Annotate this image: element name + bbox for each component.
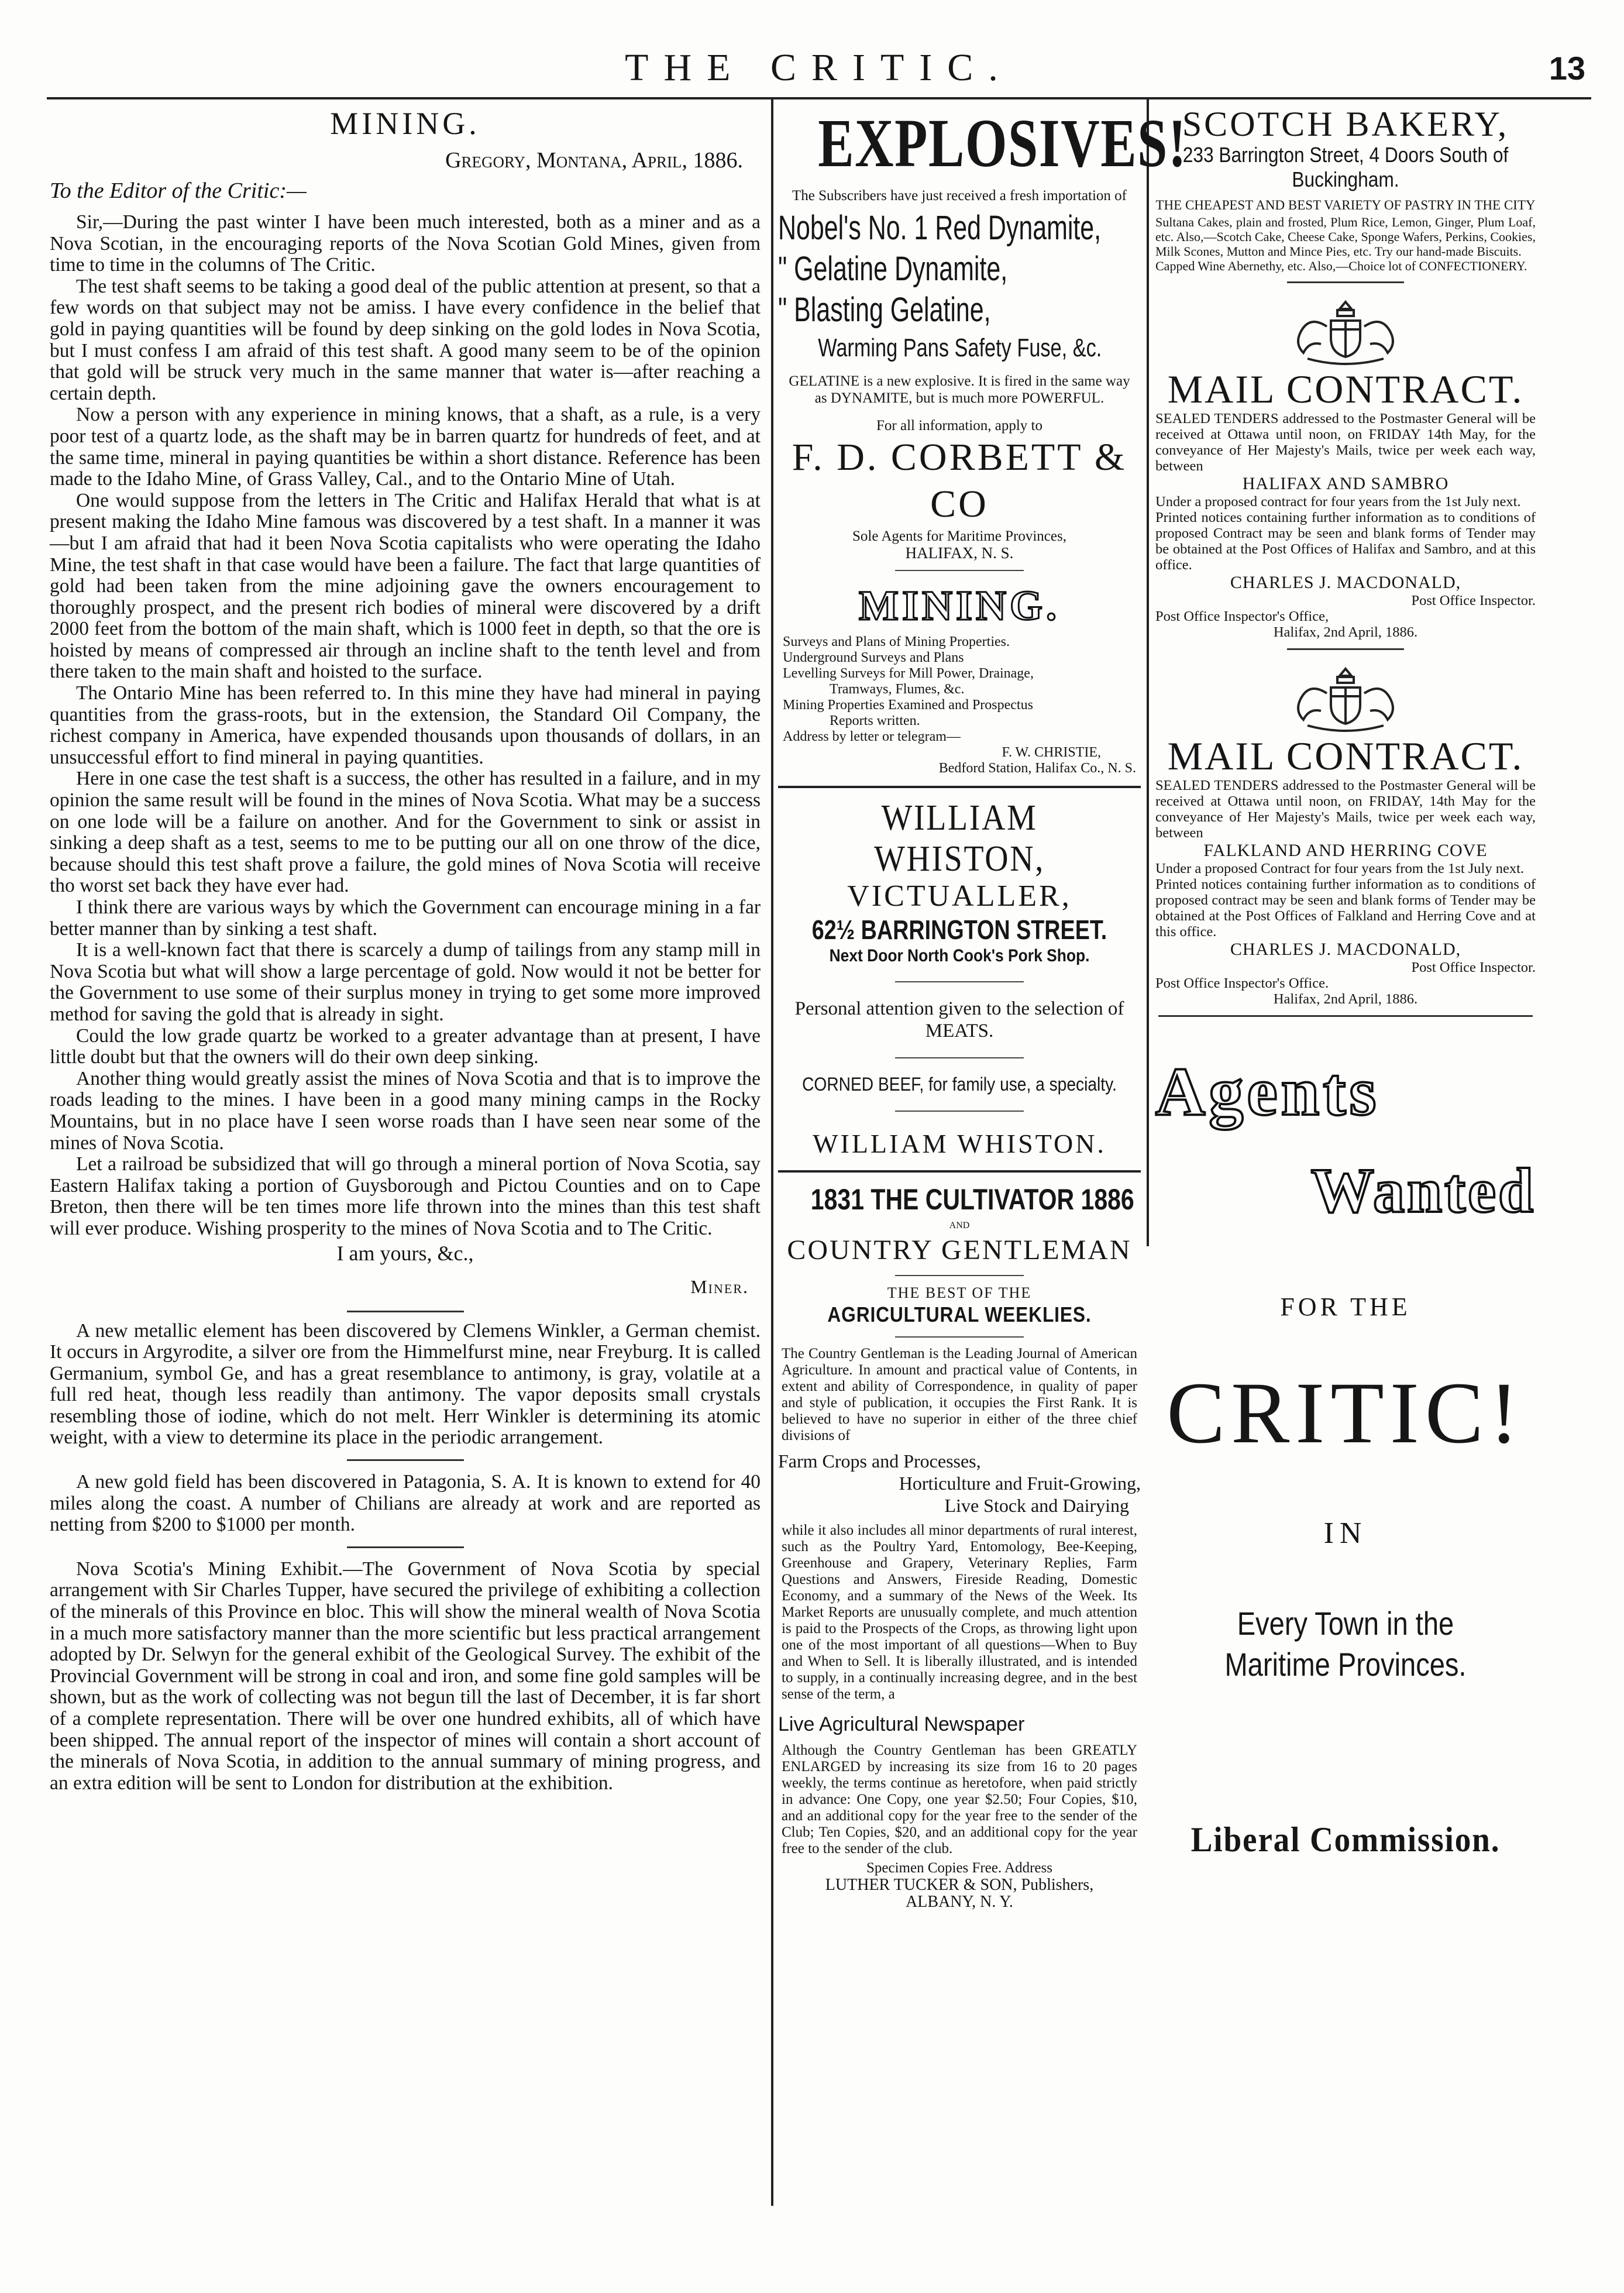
service-line: Address by letter or telegram—: [783, 729, 961, 744]
separator-rule: [895, 1057, 1024, 1058]
cultivator-best: THE BEST OF THE: [887, 1284, 1032, 1301]
cultivator-publisher: LUTHER TUCKER & SON, Publishers,: [825, 1876, 1094, 1894]
article-closing: I am yours, &c.,: [336, 1241, 474, 1265]
mining-article: [50, 105, 761, 1794]
service-line: Reports written.: [830, 713, 920, 728]
mail-contract-falkland: [1155, 658, 1536, 1007]
every-town-line: Every Town in the Maritime Provinces.: [1224, 1605, 1467, 1683]
bakery-ad: [1155, 105, 1536, 273]
article-dateline: Gregory, Montana, April, 1886.: [445, 148, 743, 173]
separator-rule: [895, 981, 1024, 982]
explosives-extras: Warming Pans Safety Fuse, &c.: [818, 334, 1102, 362]
info-line: For all information, apply to: [876, 418, 1042, 434]
cultivator-specimen: Specimen Copies Free. Address: [866, 1860, 1052, 1876]
separator-rule: [895, 1275, 1024, 1276]
note-patagonia: A new gold field has been discovered in Patagonia, S. A. It is known to extend for 40 miles along the coast. A number of Chilians are already at work and are reported as netting from $200 to $1000 per month.: [50, 1471, 761, 1536]
separator-rule: [895, 570, 1024, 571]
service-line: Underground Surveys and Plans: [783, 650, 964, 665]
mail-contract-office: Post Office Inspector's Office,: [1155, 609, 1329, 624]
cultivator-live-newspaper: Live Agricultural Newspaper: [778, 1713, 1025, 1735]
for-the-line: FOR THE: [1280, 1292, 1411, 1321]
column-divider-right: [1147, 99, 1149, 1246]
separator-rule: [1287, 281, 1404, 283]
service-line: Surveys and Plans of Mining Properties.: [783, 634, 1010, 649]
liberal-commission: Liberal Commission.: [1191, 1820, 1501, 1859]
explosives-intro: The Subscribers have just received a fresh importation of: [792, 188, 1127, 204]
mail-contract-route: HALIFAX AND SAMBRO: [1242, 474, 1449, 493]
surveyor-name: F. W. CHRISTIE,: [1002, 745, 1101, 760]
mail-contract-date: Halifax, 2nd April, 1886.: [1273, 624, 1418, 640]
article-paragraph: Another thing would greatly assist the mines of Nova Scotia and that is to improve the roads leading to the mines. I have been in a good many mining camps in the Rocky Mountains, but in no place have I seen worse roads than I have seen near some of the mines of Nova Scotia.: [50, 1067, 761, 1154]
separator-rule: [347, 1546, 464, 1548]
mail-contract-terms: Under a proposed contract for four years from the 1st July next.: [1155, 494, 1521, 510]
mail-contract-signer-title: Post Office Inspector.: [1411, 960, 1536, 975]
article-signature: Miner.: [690, 1276, 749, 1297]
explosives-heading: EXPLOSIVES!: [818, 105, 1188, 181]
cultivator-while: while it also includes all minor departments of rural interest, such as the Poultry Yard, Entomology, Bee-Keeping, Greenhouse and Grapery, Veterinary Replies, Farm Questions and Answers, Fireside Reading, Domestic Economy, and a summary of the News of the Week. Its Market Reports are unusually complete, and much attention is paid to the Prospects of the Crops, as throwing light upon one of the most important of all questions—When to Buy and When to Sell. It is liberally illustrated, and is intended to supply, in a continually increasing degree, and in the best sense of the term, a: [782, 1522, 1137, 1702]
mail-contract-sambro: [1155, 291, 1536, 640]
victualler-sign: WILLIAM WHISTON.: [813, 1129, 1106, 1158]
article-paragraph: Let a railroad be subsidized that will go through a mineral portion of Nova Scotia, say Eastern Halifax taking a portion of Guysborough and Pictou Counties and on to Cape Breton, then there will be ten times more life thrown into the mines than this test shaft will ever produce. Wishing prosperity to the mines of Nova Scotia and to The Critic.: [50, 1153, 761, 1239]
agents-heading: Agents: [1155, 1053, 1380, 1130]
cultivator-country-gentleman: COUNTRY GENTLEMAN: [787, 1235, 1132, 1266]
cultivator-ad: [778, 1182, 1141, 1910]
column-divider-left: [771, 99, 773, 2206]
separator-rule: [1158, 1015, 1533, 1017]
separator-rule: [895, 1111, 1024, 1112]
whiston-ad: [778, 797, 1141, 1161]
bakery-name: SCOTCH BAKERY,: [1182, 105, 1509, 143]
mail-contract-printed: Printed notices containing further information as to conditions of proposed contract may be seen and blank forms of Tender may be obtained at the Post Offices of Falkland and Herring Cove and at this office.: [1155, 876, 1536, 940]
mail-contract-office: Post Office Inspector's Office.: [1155, 975, 1329, 991]
mail-contract-signer: CHARLES J. MACDONALD,: [1230, 940, 1461, 959]
product-blasting-gelatine: " Blasting Gelatine,: [778, 291, 991, 329]
article-paragraph: One would suppose from the letters in The Critic and Halifax Herald that what is at present making the Idaho Mine famous was discovered by a test shaft. In a manner it was—but I am afraid that had it been Nova Scotia capitalists who were operating the Idaho Mine, the test shaft in that case would have been a failure. The fact that large quantities of gold had been taken from the mine adjoining gave the owners encouragement to thoroughly prospect, and the present rich bodies of mineral were discovered by a drift 2000 feet from the bottom of the main shaft, which is 1000 feet in depth, so that the ore is hoisted by means of compressed air through an incline shaft to the tenth level and from there taken to the main shaft and hoisted to the surface.: [50, 489, 761, 683]
mail-contract-printed: Printed notices containing further information as to conditions of proposed Contract may be seen and blank forms of Tender may be obtained at the Post Offices of Halifax and Sambro, and at this office.: [1155, 510, 1536, 573]
cultivator-division: Farm Crops and Processes,: [778, 1450, 981, 1472]
bakery-tagline: THE CHEAPEST AND BEST VARIETY OF PASTRY IN THE CITY: [1155, 198, 1536, 212]
mail-contract-signer-title: Post Office Inspector.: [1411, 593, 1536, 609]
article-paragraph: It is a well-known fact that there is scarcely a dump of tailings from any stamp mill in Nova Scotia but what will show a large percentage of gold. Now would it not be better for the Government to use some of their surplus money in trying to get some more improved method for saving the gold that is already in sight.: [50, 939, 761, 1025]
surveyor-address: Bedford Station, Halifax Co., N. S.: [938, 761, 1136, 776]
article-paragraph: The test shaft seems to be taking a good deal of the public attention at present, so that a few words on that subject may not be amiss. I have every confidence in the belief that gold in paying quantities will be found by deep sinking on the gold lodes in Nova Scotia, but I must confess I am afraid of this test shaft. A good many seem to be of the opinion that gold will be struck very much in the same manner that water is—after reaching a certain depth.: [50, 275, 761, 404]
article-paragraph: Now a person with any experience in mining knows, that a shaft, as a rule, is a very poor test of a quartz lode, as the shaft may be in barren quartz for hundreds of feet, and at the same time, mineral in paying quantities be within a short distance. Reference has been made to the Idaho Mine, of Grass Valley, Cal., and to the Ontario Mine of Utah.: [50, 404, 761, 490]
firm-city: HALIFAX, N. S.: [905, 544, 1014, 562]
victualler-next-door: Next Door North Cook's Pork Shop.: [829, 946, 1090, 965]
cultivator-division: Live Stock and Dairying: [944, 1495, 1129, 1516]
separator-rule: [1287, 648, 1404, 650]
separator-rule: [895, 1336, 1024, 1338]
note-mining-exhibit: Nova Scotia's Mining Exhibit.—The Government of Nova Scotia by special arrangement with Sir Charles Tupper, have secured the privilege of exhibiting a collection of the minerals of this Province en bloc. This will show the mineral wealth of Nova Scotia in a much more satisfactory manner than the more scientific but less practical arrangement adopted by Dr. Selwyn for the general exhibit of the Geological Survey. The exhibit of the Provincial Government will be strong in coal and iron, and some fine gold samples will be shown, but as the work of collecting was not begun till the last of December, it is far short of a complete representation. There will be over one hundred exhibits, all of which have been shipped. The annual report of the inspector of mines will contain a short account of the minerals of Nova Scotia, in addition to the annual summary of mining progress, and an extra edition will be sent to London for distribution at the exhibition.: [50, 1558, 761, 1794]
agents-wanted-ad: [1155, 1052, 1536, 1860]
mail-contract-route: FALKLAND AND HERRING COVE: [1203, 841, 1488, 860]
article-salutation: To the Editor of the Critic:—: [50, 178, 307, 203]
explosives-ad: [778, 105, 1188, 562]
mining-surveys-ad: [778, 579, 1141, 776]
royal-arms-icon: [1281, 658, 1410, 734]
separator-rule: [778, 1170, 1141, 1173]
separator-rule: [347, 1459, 464, 1461]
right-advertisements: [1155, 105, 1536, 1860]
mail-contract-body: SEALED TENDERS addressed to the Postmaster General will be received at Ottawa until noon, on FRIDAY, 14th May for the conveyance of Her Majesty's Mails, twice per week each way, between: [1155, 778, 1536, 841]
page-header: [47, 35, 1591, 99]
product-red-dynamite: Nobel's No. 1 Red Dynamite,: [778, 209, 1102, 247]
wanted-heading: Wanted: [1310, 1156, 1536, 1226]
critic-heading: CRITIC!: [1167, 1364, 1525, 1462]
mail-contract-signer: CHARLES J. MACDONALD,: [1230, 573, 1461, 592]
cultivator-division: Horticulture and Fruit-Growing,: [899, 1473, 1141, 1494]
cultivator-publisher-city: ALBANY, N. Y.: [906, 1893, 1013, 1911]
gelatine-note: GELATINE is a new explosive. It is fired in the same way as DYNAMITE, but is much more POWERFUL.: [789, 373, 1130, 406]
cultivator-and: AND: [949, 1221, 970, 1230]
mail-contract-heading: MAIL CONTRACT.: [1167, 734, 1524, 778]
note-germanium: A new metallic element has been discovered by Clemens Winkler, a German chemist. It occurs in Argyrodite, a silver ore from the Himmelfurst mine, near Freyburg. It is called Germanium, symbol Ge, and has a great resemblance to antimony, is gray, volatile at a full red heat, though less readily than antimony. The vapor deposits small crystals resembling those of iodine, which do not melt. Herr Winkler is determining its atomic weight, with a view to determine its place in the periodic arrangement.: [50, 1319, 761, 1449]
victualler-name: WILLIAM WHISTON,: [874, 798, 1045, 879]
separator-rule: [778, 786, 1141, 788]
mail-contract-heading: MAIL CONTRACT.: [1167, 367, 1524, 411]
bakery-address: 233 Barrington Street, 4 Doors South of Buckingham.: [1182, 143, 1509, 191]
mail-contract-date: Halifax, 2nd April, 1886.: [1273, 991, 1418, 1007]
article-heading: MINING.: [330, 106, 480, 141]
article-paragraph: I think there are various ways by which the Government can encourage mining in a far better manner than by sinking a test shaft.: [50, 896, 761, 940]
mail-contract-body: SEALED TENDERS addressed to the Postmaster General will be received at Ottawa until noon, on FRIDAY 14th May, for the conveyance of Her Majesty's Mails, twice per week each way, between: [1155, 411, 1536, 474]
article-paragraph: Could the low grade quartz be worked to a greater advantage than at present, I have little doubt but that the owners will do their own deep sinking.: [50, 1025, 761, 1068]
mining-ad-services: [783, 634, 1136, 776]
article-paragraph: Here in one case the test shaft is a success, the other has resulted in a failure, and in my opinion the same result will be found in the mines of Nova Scotia. What may be a success on one lode will be a failure on another. And for the Government to sink or assist in sinking a deep shaft as a test, seems to me to be putting our all on one throw of the dice, because should this test shaft prove a failure, the gold mines of Nova Scotia will receive tho worst set back they have ever had.: [50, 768, 761, 897]
product-gelatine-dynamite: " Gelatine Dynamite,: [778, 250, 1008, 288]
article-paragraph: Sir,—During the past winter I have been much interested, both as a miner and as a Nova Scotian, in the encouraging reports of the Nova Scotian Gold Mines, given from time to time in the columns of The Critic.: [50, 211, 761, 276]
in-line: IN: [1323, 1517, 1368, 1550]
royal-arms-icon: [1281, 291, 1410, 367]
newspaper-title: THE CRITIC.: [625, 46, 1013, 89]
mail-contract-terms: Under a proposed Contract for four years from the 1st July next.: [1155, 861, 1525, 876]
separator-rule: [347, 1311, 464, 1312]
victualler-attention: Personal attention given to the selection of MEATS.: [794, 998, 1124, 1041]
service-line: Mining Properties Examined and Prospectus: [783, 697, 1033, 713]
cultivator-terms: Although the Country Gentleman has been GREATLY ENLARGED by increasing its size from 16 to 20 pages weekly, the terms continue as heretofore, when paid strictly in advance: One Copy, one year $2.50; Four Copies, $10, and an additional copy for the year free to the sender of the Club; Ten Copies, $20, and an additional copy for the year free to the sender of the club.: [782, 1742, 1137, 1857]
service-line: Tramways, Flumes, &c.: [830, 682, 965, 697]
cultivator-weeklies: AGRICULTURAL WEEKLIES.: [827, 1302, 1092, 1326]
middle-advertisements: [778, 105, 1188, 1911]
cultivator-description: The Country Gentleman is the Leading Journal of American Agriculture. In amount and practical value of Contents, in extent and ability of Correspondence, in quality of paper and style of publication, it occupies the First Rank. It is believed to have no superior in either of the three chief divisions of: [782, 1346, 1137, 1443]
cultivator-title: 1831 THE CULTIVATOR 1886: [810, 1183, 1134, 1216]
mining-ad-heading: MINING.: [859, 582, 1060, 629]
corned-beef: CORNED BEEF, for family use, a specialty.: [802, 1074, 1117, 1095]
header-rule: [47, 97, 1591, 99]
page-number: 13: [1549, 50, 1585, 87]
bakery-items: Sultana Cakes, plain and frosted, Plum Rice, Lemon, Ginger, Plum Loaf, etc. Also,—Scotch Cake, Cheese Cake, Sponge Wafers, Perkins, Cookies, Milk Scones, Mutton and Mince Pies, etc. Try our hand-made Biscuits.: [1155, 215, 1536, 259]
article-paragraph: The Ontario Mine has been referred to. In this mine they have had mineral in paying quantities from the grass-roots, but in the extension, the Standard Oil Company, the richest company in America, have expended thousands upon thousands of dollars, in an unsuccessful effort to find mineral in paying quantities.: [50, 682, 761, 768]
firm-name: F. D. CORBETT & CO: [792, 436, 1127, 525]
firm-agents: Sole Agents for Maritime Provinces,: [852, 528, 1066, 544]
victualler-trade: VICTUALLER,: [847, 879, 1072, 913]
victualler-street: 62½ BARRINGTON STREET.: [811, 915, 1107, 945]
service-line: Levelling Surveys for Mill Power, Drainage,: [783, 666, 1034, 681]
bakery-wine: Capped Wine Abernethy, etc. Also,—Choice lot of CONFECTIONERY.: [1155, 259, 1527, 273]
